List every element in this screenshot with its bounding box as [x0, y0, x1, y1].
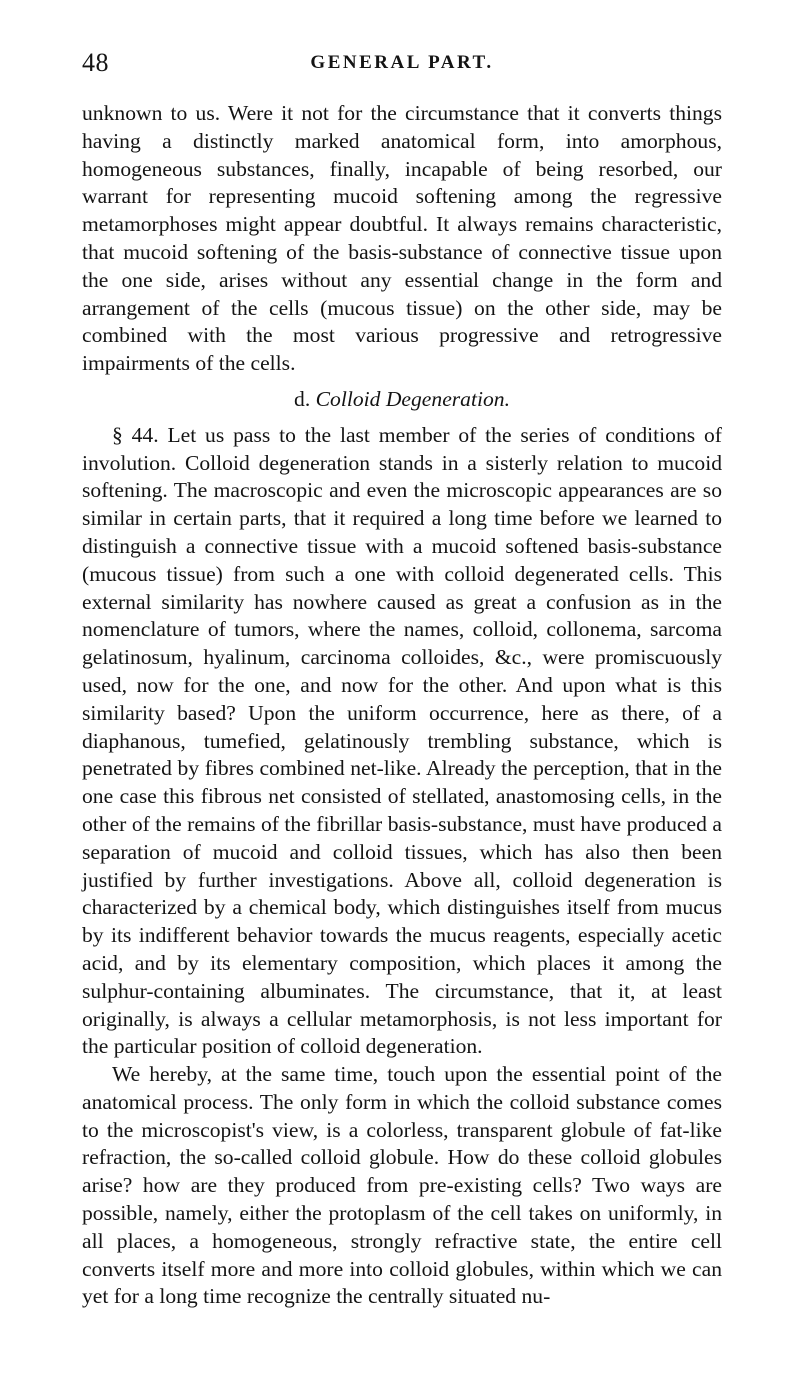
page-number: 48	[82, 48, 109, 77]
body-text	[82, 100, 722, 1311]
page-header	[82, 48, 722, 82]
section-title: Colloid Degeneration.	[315, 386, 510, 411]
running-head: GENERAL PART.	[310, 52, 494, 73]
paragraph-1: unknown to us. Were it not for the circumstance that it converts things having a distinctly marked anatomical form, into amorphous, homogeneous substances, finally, incapable of being resorbed, our warrant for representing mucoid softening among the regressive metamorphoses might appear doubtful. It always remains characteristic, that mucoid softening of the basis-substance of connective tissue upon the one side, arises without any essential change in the form and arrangement of the cells (mucous tissue) on the other side, may be combined with the most various progressive and retrogressive impairments of the cells.	[82, 101, 722, 376]
section-letter: d.	[294, 386, 311, 411]
section-heading	[82, 386, 722, 414]
paragraph-3: We hereby, at the same time, touch upon the essential point of the anatomical process. The only form in which the colloid substance comes to the microscopist's view, is a colorless, transparent globule of fat-like refraction, the so-called colloid globule. How do these colloid globules arise? how are they produced from pre-existing cells? Two ways are possible, namely, either the protoplasm of the cell takes on uniformly, in all places, a homogeneous, strongly refractive state, the entire cell converts itself more and more into colloid globules, within which we can yet for a long time recognize the centrally situated nu-	[82, 1062, 722, 1309]
paragraph-2: § 44. Let us pass to the last member of the series of conditions of involution. Colloid degeneration stands in a sisterly relation to mucoid softening. The macroscopic and even the microscopic appearances are so similar in certain parts, that it required a long time before we learned to distinguish a connective tissue with a mucoid softened basis-substance (mucous tissue) from such a one with colloid degenerated cells. This external similarity has nowhere caused as great a confusion as in the nomenclature of tumors, where the names, colloid, collonema, sarcoma gelatinosum, hyalinum, carcinoma colloides, &c., were promiscuously used, now for the one, and now for the other. And upon what is this similarity based? Upon the uniform occurrence, here as there, of a diaphanous, tumefied, gelatinously trembling substance, which is penetrated by fibres combined net-like. Already the perception, that in the one case this fibrous net consisted of stellated, anastomosing cells, in the other of the remains of the fibrillar basis-substance, must have produced a separation of mucoid and colloid tissues, which has also then been justified by further investigations. Above all, colloid degeneration is characterized by a chemical body, which distinguishes itself from mucus by its indifferent behavior towards the mucus reagents, especially acetic acid, and by its elementary composition, which places it among the sulphur-containing albuminates. The circumstance, that it, at least originally, is always a cellular metamorphosis, is not less important for the particular position of colloid degeneration.	[82, 422, 722, 1059]
